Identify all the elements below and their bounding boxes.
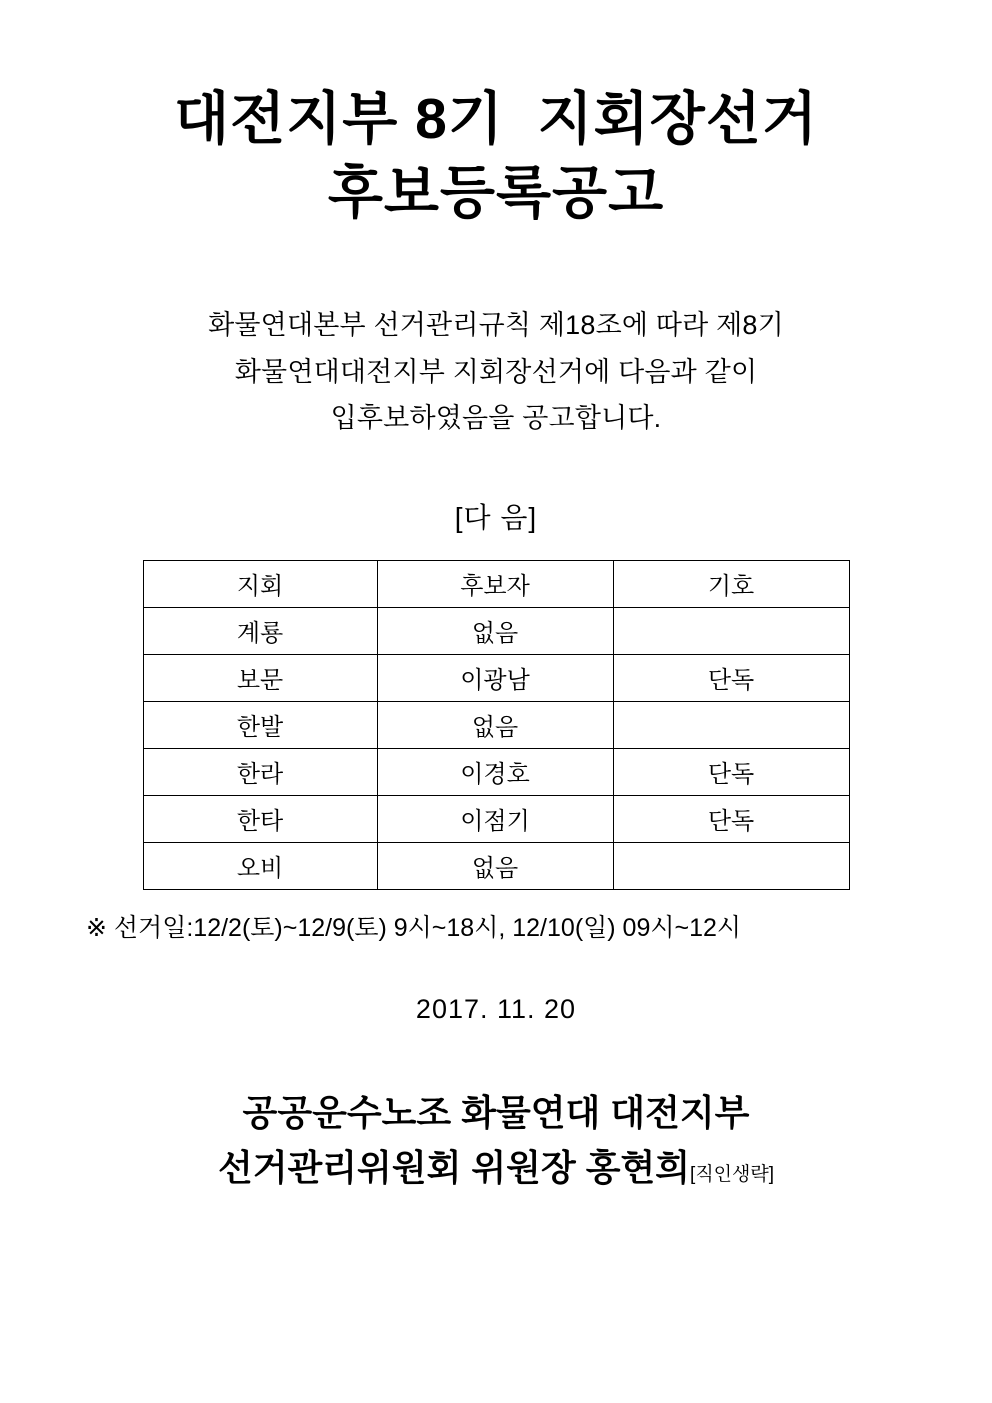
table-header-row — [143, 560, 849, 607]
section-label: [다 음] — [454, 501, 538, 533]
cell-candidate: 없음 — [377, 701, 613, 748]
title-line-1: 대전지부 8기 지회장선거 — [174, 87, 818, 151]
signature-line-2 — [218, 1140, 774, 1196]
election-schedule-note: ※ 선거일:12/2(토)~12/9(토) 9시~18시, 12/10(일) 09시~12시 — [86, 913, 742, 942]
cell-candidate: 없음 — [377, 842, 613, 889]
seal-omitted-note: [직인생략] — [690, 1164, 775, 1186]
table-row — [143, 607, 849, 654]
cell-number: 단독 — [613, 795, 849, 842]
intro-paragraph — [208, 302, 784, 441]
cell-number — [613, 842, 849, 889]
cell-branch: 계룡 — [143, 607, 377, 654]
signature-line-2-text: 선거관리위원회 위원장 홍현희 — [217, 1147, 691, 1189]
intro-line-2: 화물연대대전지부 지회장선거에 다음과 같이 — [234, 356, 758, 387]
signature-line-1: 공공운수노조 화물연대 대전지부 — [242, 1091, 750, 1133]
issue-date: 2017. 11. 20 — [415, 993, 577, 1024]
cell-branch: 보문 — [143, 654, 377, 701]
cell-branch: 오비 — [143, 842, 377, 889]
table-row — [143, 748, 849, 795]
table-row — [143, 795, 849, 842]
cell-branch: 한라 — [143, 748, 377, 795]
column-header-number: 기호 — [613, 560, 849, 607]
cell-branch: 한발 — [143, 701, 377, 748]
signature-block — [218, 1085, 774, 1197]
cell-number: 단독 — [613, 654, 849, 701]
cell-number — [613, 701, 849, 748]
cell-candidate: 없음 — [377, 607, 613, 654]
intro-line-3: 입후보하였음을 공고합니다. — [330, 403, 662, 434]
cell-candidate: 이점기 — [377, 795, 613, 842]
cell-candidate: 이광남 — [377, 654, 613, 701]
cell-branch: 한타 — [143, 795, 377, 842]
table-row — [143, 701, 849, 748]
candidates-table — [143, 560, 850, 890]
cell-candidate: 이경호 — [377, 748, 613, 795]
table-row — [143, 654, 849, 701]
title-line-2: 후보등록공고 — [327, 161, 665, 226]
cell-number: 단독 — [613, 748, 849, 795]
column-header-candidate: 후보자 — [377, 560, 613, 607]
column-header-branch: 지회 — [143, 560, 377, 607]
table-row — [143, 842, 849, 889]
cell-number — [613, 607, 849, 654]
page-title — [174, 82, 818, 230]
intro-line-1: 화물연대본부 선거관리규칙 제18조에 따라 제8기 — [208, 310, 784, 341]
